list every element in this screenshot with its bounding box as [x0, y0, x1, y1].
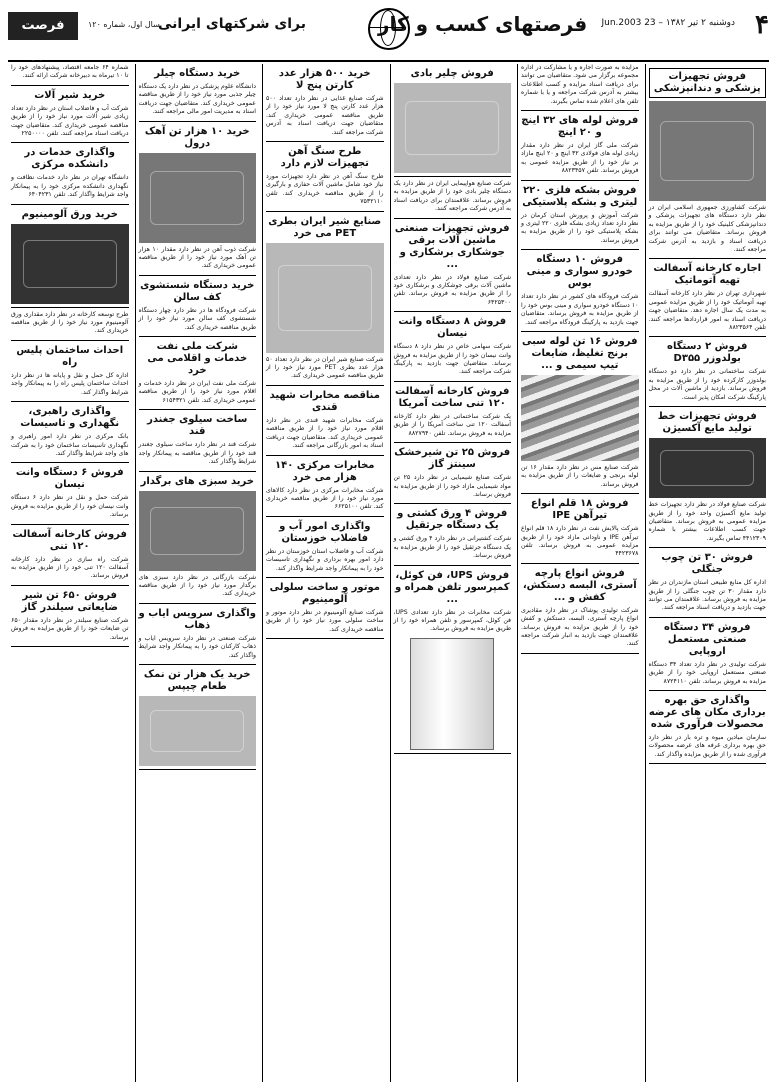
article-headline: خرید ۵۰۰ هزار عدد کارتن پنج لا: [278, 68, 371, 91]
article-divider: [11, 524, 129, 525]
article-body: شرکت مخابرات مرکزی در نظر دارد کالاهای مورد نیاز خود را از طریق مناقصه خریداری کند. تلفن ۶۶۲۵۱۰۰: [266, 486, 384, 511]
article-divider: [649, 336, 767, 337]
article-divider: [139, 471, 257, 472]
article-headline: فروش ۱۸ قلم انواع تیرآهن IPE: [530, 498, 629, 522]
article-body: شرکت راه سازی در نظر دارد کارخانه آسفالت ۱۲۰ تنی خود را از طریق مزایده به فروش برساند.: [11, 555, 129, 580]
article-headline: خرید دستگاه چیلر: [154, 68, 241, 79]
article-body: شرکت سهامی خاص در نظر دارد ۸ دستگاه وانت نیسان خود را از طریق مزایده به فروش برساند. متقاضیان جهت بازدید به پارکینگ شرکت مراجعه کنند.: [393, 343, 511, 376]
article-divider: [521, 331, 639, 332]
article-divider: [649, 690, 767, 691]
page-number: ۴: [755, 10, 769, 40]
article-divider: [139, 769, 257, 770]
article-body: شرکت پالایش نفت در نظر دارد ۱۸ قلم انواع تیرآهن IPE و ناودانی مازاد خود را از طریق مزایده عمومی به فروش برساند. تلفن ۴۴۲۳۶۷۸: [521, 525, 639, 558]
column-1: [645, 64, 770, 1082]
article-divider: [394, 442, 512, 443]
article-divider: [139, 336, 257, 337]
article-photo: [139, 696, 257, 766]
article-headline: واگذاری خدمات در دانشکده مرکزی: [24, 147, 115, 171]
article-body: شرکت آموزش و پرورش استان کرمان در نظر دارد تعداد زیادی بشکه فلزی ۲۲۰ لیتری و بشکه پلاستیکی خود را از طریق مزایده به فروش برساند.: [521, 211, 639, 244]
article-photo: [394, 83, 512, 173]
article-photo: [649, 101, 767, 201]
article-divider: [649, 547, 767, 548]
article-body: شرکت صنایع سیلندر در نظر دارد مقدار ۶۵۰ تن ضایعات خود را از طریق مزایده به فروش برساند.: [11, 616, 129, 641]
ups-device-photo: [410, 638, 494, 750]
article-divider: [649, 406, 767, 407]
issue-number: سال اول، شماره ۱۲۰: [88, 20, 160, 29]
article-headline: خرید ورق آلومینیوم: [21, 208, 118, 220]
column-5: [135, 64, 260, 1082]
article-divider: [649, 258, 767, 259]
column-3: [390, 64, 515, 1082]
article-divider: [11, 646, 129, 647]
article-divider: [266, 638, 384, 639]
article-headline: فروش ۶۵۰ تن شیر ضایعاتی سیلندر گاز: [21, 589, 118, 613]
article-divider: [394, 176, 512, 177]
article-body: اداره کل منابع طبیعی استان مازندران در نظر دارد مقدار ۳۰ تن چوب جنگلی را از طریق مزایده به فروش برساند. علاقمندان می توانند جهت بازدید و دریافت اسناد مراجعه کنند.: [648, 579, 766, 612]
issue-date: دوشنبه ۲ تیر ۱۳۸۲ – 23 Jun.2003: [601, 18, 735, 28]
article-body: شرکت حمل و نقل در نظر دارد ۶ دستگاه وانت نیسان خود را از طریق مزایده به فروش برساند.: [11, 494, 129, 519]
article-divider: [649, 617, 767, 618]
article-headline: طرح سنگ آهن تجهیزات لازم دارد: [280, 146, 369, 170]
article-body: شرکت صنایع غذایی در نظر دارد تعداد ۵۰۰ هزار عدد کارتن پنج لا مورد نیاز خود را از طریق مناقصه عمومی خریداری کند. متقاضیان جهت دریافت اسناد به آدرس شرکت مراجعه کنند.: [266, 95, 384, 136]
article-headline: فروش لوله های ۳۲ اینچ و ۲۰ اینچ: [521, 115, 639, 139]
article-headline: فروش ۱۶ تن لوله سبی برنج تغلیظ، ضایعات تیپ سیمی و ...: [521, 335, 638, 371]
article-body: شرکت قند در نظر دارد ساخت سیلوی جغندر قند خود را از طریق مناقصه به پیمانکار واجد شرایط واگذار کند.: [138, 441, 256, 466]
article-photo: [649, 438, 767, 498]
article-body: شرکت مخابرات شهید قندی در نظر دارد اقلام مورد نیاز خود را از طریق مناقصه عمومی خریداری کند. متقاضیان جهت دریافت اسناد به امور بازرگانی مراجعه کنند.: [266, 416, 384, 450]
article-body: شرکت آب و فاضلاب استان در نظر دارد تعداد زیادی شیر آلات مورد نیاز خود را از طریق مناقصه عمومی خریداری کند. متقاضیان جهت دریافت اسناد مراجعه کنند. تلفن ۲۲۵۰۰۰۰: [11, 104, 129, 138]
article-body: بانک مرکزی در نظر دارد امور راهبری و نگهداری تاسیسات ساختمان خود را به شرکت های واجد شرایط واگذار کند.: [11, 433, 129, 457]
article-headline: فروش کارخانه آسفالت ۱۲۰ تنی: [12, 528, 127, 552]
article-divider: [394, 381, 512, 382]
article-divider: [394, 503, 512, 504]
article-divider: [266, 385, 384, 386]
globe-icon: [368, 8, 410, 50]
article-divider: [139, 664, 257, 665]
article-body: شرکت تولیدی پوشاک در نظر دارد مقادیری انواع پارچه آستری، البسه، دستکش و کفش خود را از طریق مزایده به فروش برساند. علاقمندان جهت بازدید به انبار شرکت مراجعه کنند.: [521, 606, 639, 648]
article-divider: [11, 585, 129, 586]
article-body: شرکت مخابرات در نظر دارد تعدادی UPS، فن کوئل، کمپرسور و تلفن همراه خود را از طریق مزایده به فروش برساند.: [393, 608, 511, 633]
article-body: شرکت بازرگانی در نظر دارد سبزی های برگدار مورد نیاز خود را از طریق مناقصه خریداری کند.: [138, 573, 256, 598]
article-divider: [139, 409, 257, 410]
article-divider: [11, 142, 129, 143]
article-divider: [266, 577, 384, 578]
article-body: شرکت صنایع آلومینیوم در نظر دارد موتور و ساخت سلولی مورد نیاز خود را از طریق مناقصه خریداری کند.: [266, 608, 384, 633]
article-headline: احداث ساختمان پلیس راه: [16, 344, 124, 368]
article-divider: [11, 85, 129, 86]
article-headline: خرید ۱۰ هزار تن آهک درول: [144, 125, 250, 149]
article-headline: فروش UPS، فن کوئل، کمپرسور تلفن همراه و ...: [394, 569, 510, 605]
pipes-photo: [521, 375, 639, 461]
article-body: شرکت صنایع شیر ایران در نظر دارد تعداد ۵۰ هزار عدد بطری PET مورد نیاز خود را از طریق مناقصه عمومی خریداری کند.: [266, 355, 384, 380]
article-headline: مناقصه مخابرات شهید قندی: [269, 389, 380, 413]
article-body: شرکت صنایع شیمیایی در نظر دارد ۲۵ تن مواد شیمیایی مازاد خود را از طریق مزایده به فروش برساند.: [393, 474, 511, 498]
article-headline: واگذاری امور آب و فاضلاب خوزستان: [279, 520, 371, 544]
section-subtitle: برای شرکتهای ایرانی: [158, 16, 306, 32]
article-headline: فروش چلیر بادی: [410, 68, 494, 79]
article-body: شرکت صنایع فولاد در نظر دارد تجهیزات خط تولید مایع آکسیژن واحد خود را از طریق مزایده عمومی به فروش برساند. متقاضیان جهت کسب اطلاعات بیشتر با شماره ۴۴۱۲۳۰۹ تماس بگیرند.: [648, 501, 766, 542]
article-headline: فروش تجهیزات خط تولید مایع آکسیژن: [657, 411, 757, 435]
article-divider: [521, 180, 639, 181]
article-divider: [266, 516, 384, 517]
article-headline: فروش ۳۴ دستگاه صنعتی مستعمل اروپایی: [664, 621, 751, 657]
article-headline: فروش بشکه فلزی ۲۲۰ لیتری و بشکه پلاستیکی: [522, 184, 638, 208]
article-body: سازمان میادین میوه و تره بار در نظر دارد حق بهره برداری غرفه های عرضه محصولات فرآوری شده را از طریق مزایده واگذار کند.: [648, 733, 766, 758]
article-divider: [11, 307, 129, 308]
article-divider: [11, 462, 129, 463]
article-photo: [11, 224, 129, 304]
article-divider: [11, 204, 129, 205]
article-body: شرکت ذوب آهن در نظر دارد مقدار ۱۰ هزار تن آهک مورد نیاز خود را از طریق مناقصه عمومی خریداری کند.: [138, 245, 256, 270]
article-headline: خرید دستگاه شستشوی کف سالن: [140, 279, 255, 303]
article-headline: فروش ۱۰ دستگاه خودرو سواری و مینی بوس: [526, 254, 633, 290]
article-body: دانشگاه تهران در نظر دارد خدمات نظافت و نگهداری دانشکده مرکزی خود را به پیمانکار واجد شرایط واگذار کند. تلفن ۶۴۰۴۲۳۱: [11, 174, 129, 199]
article-headline: خرید یک هزار تن نمک طعام چیپس: [143, 668, 251, 692]
article-headline: فروش تجهیزات صنعتی ماشین آلات برقی جوشکاری برشکاری و ...: [394, 222, 510, 270]
article-body: شرکت صنایع فولاد در نظر دارد تعدادی ماشین آلات برقی جوشکاری و برشکاری خود را از طریق مزایده به فروش برساند. تلفن ۶۴۲۵۳۰۰: [393, 273, 511, 306]
article-headline: واگذاری حق بهره برداری مکان های عرضه محصولات فرآوری شده: [648, 694, 766, 730]
article-headline: فروش ۸ دستگاه وانت نیسان: [398, 316, 507, 340]
article-headline: مخابرات مرکزی ۱۴۰ هزار می خرد: [275, 459, 375, 483]
article-body: شماره ۶۴ جامعه اقتصاد، پیشنهادهای خود را تا ۱۰ تیرماه به دبیرخانه شرکت ارائه کنند.: [11, 64, 129, 80]
article-body: شرکت ساختمانی در نظر دارد دو دستگاه بولدوزر کارکرده خود را از طریق مزایده به فروش برساند. بازدید از ماشین آلات در محل پارکینگ شرکت امکان پذیر است.: [648, 368, 766, 401]
article-divider: [521, 249, 639, 250]
article-body: شرکت کشتیرانی در نظر دارد ۴ ورق کشتی و یک دستگاه جرثقیل خود را از طریق مزایده به فروش برساند.: [393, 535, 512, 560]
article-headline: فروش انواع پارچه آستری، البسه دستکش، کفش و ...: [522, 567, 637, 603]
column-6: [8, 64, 132, 1082]
article-body: شرکت تولیدی در نظر دارد تعداد ۳۴ دستگاه صنعتی مستعمل اروپایی خود را از طریق مزایده به فروش برساند. تلفن ۸۷۲۴۱۱۰: [648, 660, 766, 685]
article-body: اداره کل حمل و نقل و پایانه ها در نظر دارد احداث ساختمان پلیس راه را به پیمانکار واجد شرایط واگذار کند.: [11, 371, 129, 396]
column-4: [262, 64, 387, 1082]
article-divider: [521, 563, 639, 564]
article-divider: [11, 340, 129, 341]
article-headline: شرکت ملی نفت خدمات و اقلامی می خرد: [147, 341, 248, 377]
article-body: شرکت فرودگاه های کشور در نظر دارد تعداد ۱۰ دستگاه خودرو سواری و مینی بوس خود را از طریق مزایده به فروش برساند. متقاضیان جهت بازدید به پارکینگ فرودگاه مراجعه کنند.: [521, 293, 639, 326]
article-body: شهرداری تهران در نظر دارد کارخانه آسفالت تهیه آتوماتیک خود را از طریق مزایده عمومی به مدت یک سال اجاره دهد. متقاضیان جهت دریافت اسناد به امور قراردادها مراجعه کنند. تلفن ۸۸۲۳۵۶۴: [648, 290, 766, 332]
article-photo: [139, 153, 257, 243]
columns-container: [8, 64, 769, 1082]
article-headline: خرید سبزی های برگدار: [140, 475, 254, 487]
article-divider: [266, 211, 384, 212]
article-headline: واگذاری راهبری، نگهداری و تاسیسات: [20, 406, 120, 430]
article-divider: [521, 493, 639, 494]
page-header: [8, 4, 769, 62]
article-headline: واگذاری سرویس ایاب و ذهاب: [138, 607, 256, 631]
article-photo: [139, 491, 257, 571]
article-divider: [649, 763, 767, 764]
article-body: شرکت کشاورزی جمهوری اسلامی ایران در نظر دارد دستگاه های تجهیزات پزشکی و دندانپزشکی کلینیک خود را از طریق مزایده به فروش برساند. متقاضیان می توانند برای دریافت اسناد و بازدید به آدرس شرکت مراجعه کنند.: [648, 204, 766, 254]
article-divider: [521, 110, 639, 111]
article-divider: [394, 753, 512, 754]
article-headline: اجاره کارخانه آسفالت تهیه آتوماتیک: [653, 263, 762, 287]
article-divider: [139, 275, 257, 276]
article-divider: [266, 141, 384, 142]
article-headline: ساخت سیلوی جغندر قند: [147, 414, 248, 438]
article-photo: [266, 243, 384, 353]
article-body: طرح سنگ آهن در نظر دارد تجهیزات مورد نیاز خود شامل ماشین آلات حفاری و بارگیری را از طریق مناقصه خریداری کند. تلفن ۷۵۳۲۱۱۰: [266, 173, 384, 206]
article-divider: [521, 653, 639, 654]
article-divider: [11, 401, 129, 402]
newspaper-logo: فرصت امروز: [8, 12, 78, 40]
article-headline: موتور و ساخت سلولی آلومینیوم: [269, 581, 380, 605]
article-body: دانشگاه علوم پزشکی در نظر دارد یک دستگاه چیلر جذبی مورد نیاز خود را از طریق مناقصه عمومی خریداری کند. متقاضیان جهت دریافت اسناد به مدیریت امور مالی مراجعه کنند.: [138, 83, 256, 116]
article-body: یک شرکت ساختمانی در نظر دارد کارخانه آسفالت ۱۲۰ تنی ساخت آمریکا را از طریق مزایده به فروش برساند. تلفن ۸۸۲۷۹۴۰: [393, 412, 511, 437]
article-headline: خرید شیر آلات: [34, 89, 106, 101]
article-divider: [394, 565, 512, 566]
article-divider: [139, 121, 257, 122]
section-title: فرصتهای کسب و کار: [378, 12, 588, 36]
article-divider: [394, 311, 512, 312]
column-2: [517, 64, 642, 1082]
article-headline: فروش کارخانه آسفالت ۱۲۰ تنی ساخت آمریکا: [395, 385, 510, 409]
article-body: شرکت ملی نفت ایران در نظر دارد خدمات و اقلام مورد نیاز خود را از طریق مناقصه عمومی خریداری کند. تلفن ۶۱۵۴۳۲۱: [138, 380, 256, 404]
article-body: طرح توسعه کارخانه در نظر دارد مقداری ورق آلومینیوم مورد نیاز خود را از طریق مناقصه خریداری کند.: [11, 310, 129, 335]
article-headline: فروش ۶ دستگاه وانت نیسان: [15, 467, 124, 491]
article-body: شرکت فرودگاه ها در نظر دارد چهار دستگاه شستشوی کف سالن مورد نیاز خود را از طریق مناقصه خریداری کند.: [138, 306, 256, 331]
article-headline: فروش ۲۵ تن شیرخشک سینتز گاز: [394, 447, 511, 471]
article-headline: فروش ۲ دستگاه بولدوزر D۳۵۵: [667, 341, 748, 365]
article-body: شرکت صنایع مس در نظر دارد مقدار ۱۶ تن لوله برنجی و ضایعات را از طریق مزایده به فروش برساند.: [521, 463, 639, 488]
article-divider: [394, 218, 512, 219]
article-headline: فروش ۴ ورق کشتی و یک دستگاه جرثقیل: [397, 508, 508, 532]
article-body: شرکت صنایع هواپیمایی ایران در نظر دارد یک دستگاه چلیر بادی خود را از طریق مزایده به فروش برساند. علاقمندان برای دریافت اسناد به آدرس شرکت مراجعه کنند.: [393, 180, 511, 213]
article-divider: [266, 455, 384, 456]
article-body: شرکت صنعتی در نظر دارد سرویس ایاب و ذهاب کارکنان خود را به پیمانکار واجد شرایط واگذار کند.: [138, 634, 256, 659]
article-divider: [139, 603, 257, 604]
article-headline: فروش ۳۰ تن چوب جنگلی: [661, 552, 754, 576]
article-body: شرکت ملی گاز ایران در نظر دارد مقدار زیادی لوله های فولادی ۳۲ اینچ و ۲۰ اینچ مازاد بر نیاز خود را از طریق مزایده عمومی به فروش برساند. تلفن ۸۸۲۳۴۵۷: [521, 142, 639, 175]
article-headline: صنایع شیر ایران بطری PET می خرد: [268, 215, 382, 239]
article-body: مزایده به صورت اجاره و یا مشارکت در اداره مجموعه برگزار می شود. متقاضیان می توانند برای دریافت اسناد مزایده و کسب اطلاعات بیشتر به آدرس شرکت مراجعه و یا با شماره تلفن های اعلام شده تماس بگیرند.: [521, 64, 639, 105]
article-headline: فروش تجهیزات پزشکی و دندانپزشکی: [649, 68, 767, 98]
article-body: شرکت آب و فاضلاب استان خوزستان در نظر دارد امور بهره برداری و نگهداری تاسیسات خود را به پیمانکار واجد شرایط واگذار کند.: [266, 547, 384, 572]
